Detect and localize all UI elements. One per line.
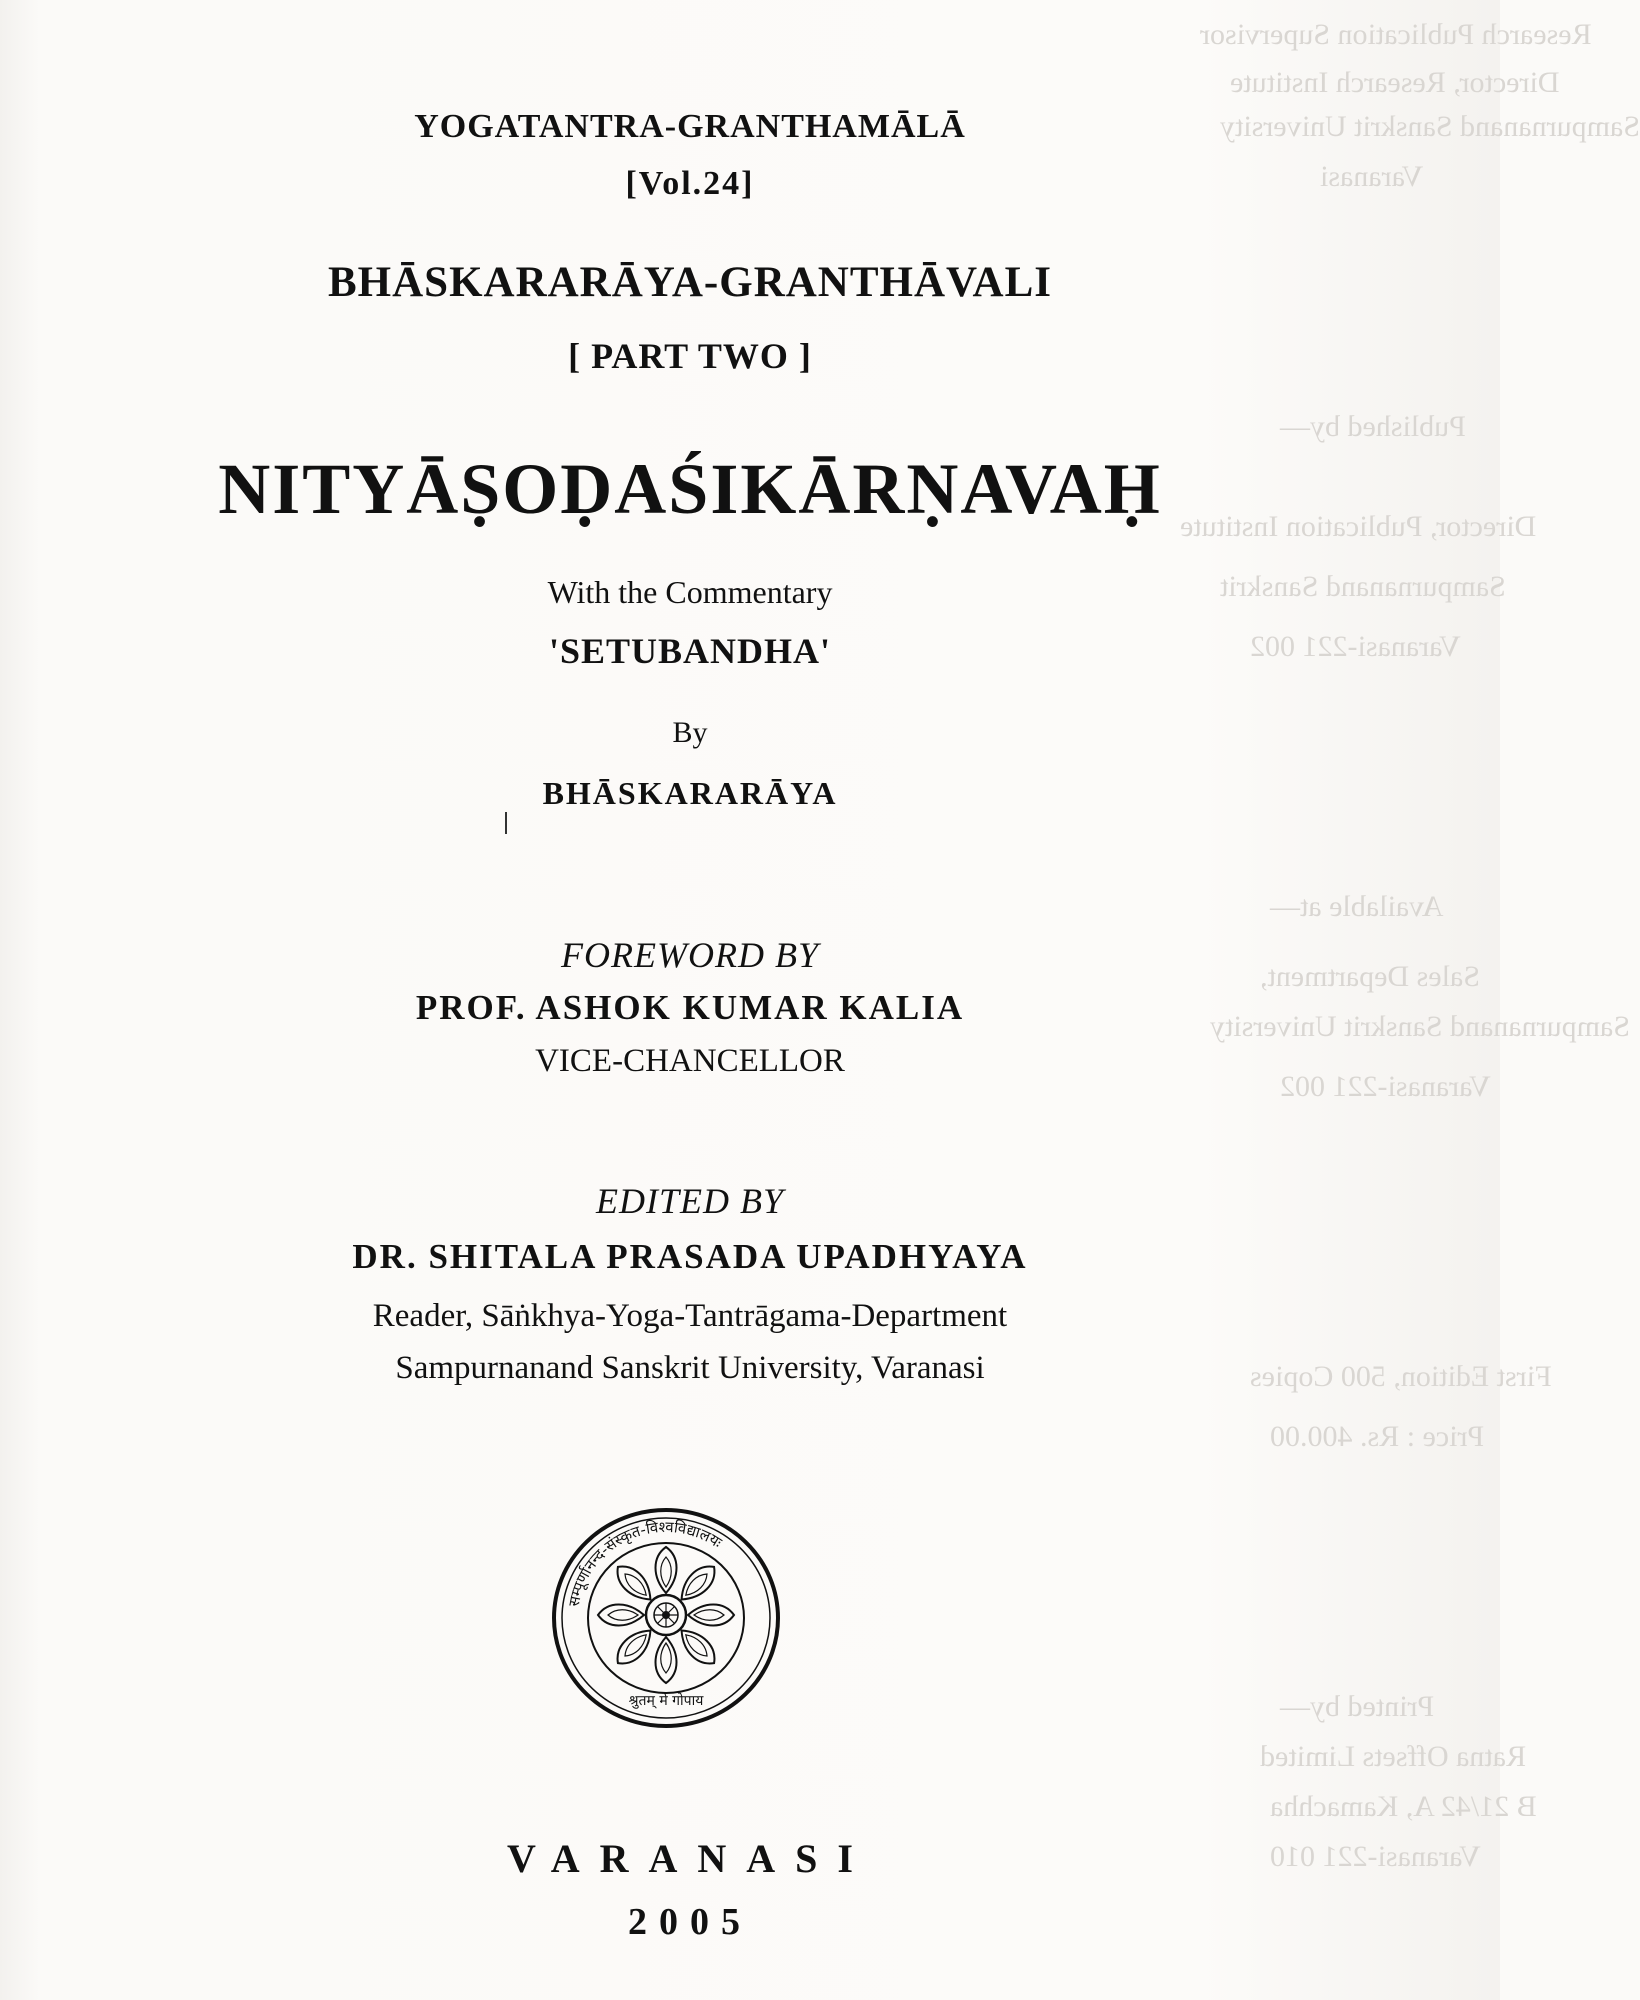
editor-name: DR. SHITALA PRASADA UPADHYAYA [352,1237,1028,1276]
university-seal-logo [550,1505,782,1731]
publication-year: 2005 [628,1901,752,1943]
svg-text:सम्पूर्णानन्द-संस्कृत-विश्वविद: सम्पूर्णानन्द-संस्कृत-विश्वविद्यालयः [564,1517,726,1608]
show-through-line: Published by— [1280,410,1466,443]
granthavali-name: BHĀSKARARĀYA-GRANTHĀVALI [327,259,1053,306]
show-through-line: B 21/42 A, Kamachha [1270,1790,1537,1823]
show-through-line: Price : Rs. 400.00 [1270,1420,1485,1453]
show-through-line: Varanasi-221 002 [1280,1070,1491,1103]
show-through-line: Director, Publication Institute [1180,510,1537,543]
ink-mark [505,812,507,834]
by-label: By [672,716,708,749]
publication-place: VARANASI [507,1836,873,1881]
part-label: [ PART TWO ] [568,336,812,376]
editor-affiliation: Sampurnanand Sanskrit University, Varanasi [395,1350,985,1386]
show-through-line: Director, Research Institute [1230,66,1560,99]
show-through-line: First Edition, 500 Copies [1250,1360,1552,1393]
volume-number: [Vol.24] [625,165,755,202]
show-through-line: Printed by— [1280,1690,1435,1723]
show-through-line: Sampurnanand Sanskrit [1220,570,1506,603]
show-through-line: Varanasi [1320,160,1424,193]
show-through-line: Sampurnanand Sanskrit University [1210,1010,1630,1043]
show-through-line: Sales Department, [1260,960,1480,993]
show-through-line: Research Publication Supervisor [1200,18,1592,51]
show-through-line: Varanasi-221 002 [1250,630,1461,663]
foreword-label: FOREWORD BY [561,935,819,975]
show-through-line: Available at— [1270,890,1444,923]
commentary-intro: With the Commentary [547,574,833,610]
show-through-line: Sampurnanand Sanskrit University [1220,110,1640,143]
author-name: BHĀSKARARĀYA [542,775,838,811]
show-through-line: Ratna Offsets Limited [1260,1740,1527,1773]
svg-text:श्रुतम् मे गोपाय: श्रुतम् मे गोपाय [628,1693,704,1709]
editor-label: EDITED BY [596,1181,784,1221]
editor-role: Reader, Sāṅkhya-Yoga-Tantrāgama-Department [372,1298,1008,1334]
show-through-line: Varanasi-221 010 [1270,1840,1481,1873]
foreword-author-role: VICE-CHANCELLOR [535,1043,845,1079]
foreword-author: PROF. ASHOK KUMAR KALIA [415,988,965,1027]
book-title: NITYĀṢOḌAŚIKĀRṆAVAḤ [218,449,1162,529]
commentary-name: 'SETUBANDHA' [548,631,832,671]
series-name: YOGATANTRA-GRANTHAMĀLĀ [414,108,966,145]
